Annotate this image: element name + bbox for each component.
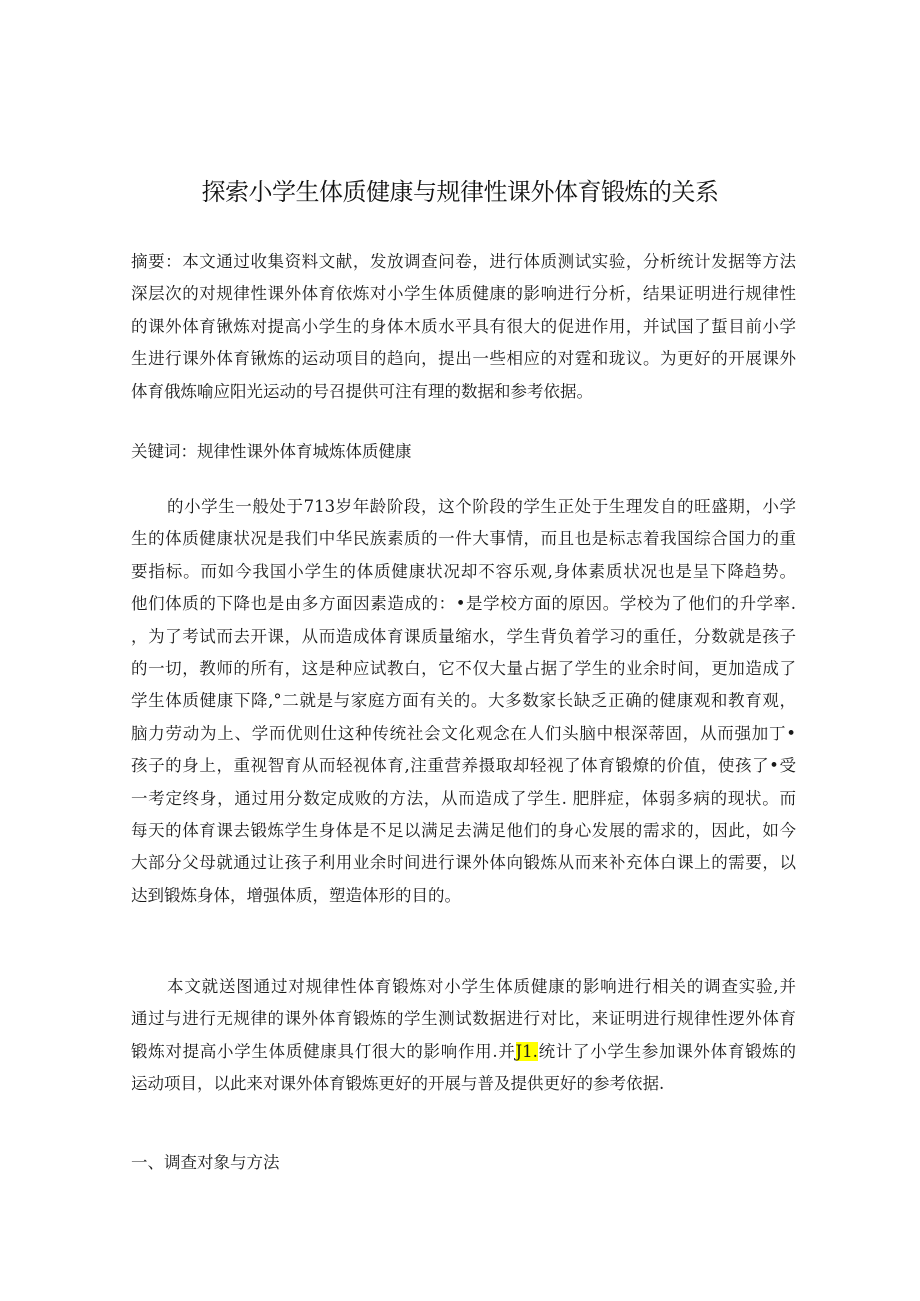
paragraph-line: 学生体质健康下降,°二就是与家庭方面有关的。大多数家长缺乏正确的健康观和教育观， xyxy=(131,691,796,711)
abstract-line: 生进行课外体育锹炼的运动项目的趋向，提出一些相应的对霆和珑议。为更好的开展课外 xyxy=(131,349,796,369)
paragraph-line: 脑力劳动为上、学而优则仕这种传统社会文化观念在人们头脑中根深蒂固，从而强加丁• xyxy=(131,723,796,743)
paragraph-line-highlighted xyxy=(131,1036,796,1068)
abstract-line: 摘要：本文通过收集资料文献，发放调查问卷，进行体质测试实验，分析统计发据等方法 xyxy=(131,252,796,271)
paragraph-line: 运动项目，以此来对课外体育锻炼更好的开展与普及提供更好的参考依据. xyxy=(131,1074,665,1094)
paragraph-2 xyxy=(131,971,796,1101)
paragraph-line: 他们体质的下降也是由多方面因素造成的：•是学校方面的原因。学校为了他们的升学率. xyxy=(131,594,796,614)
document-title: 探索小学生体质健康与规律性课外体育锻炼的关系 xyxy=(201,178,719,206)
abstract-line: 体育俄炼喻应阳光运动的号召提供可注有理的数据和参考依据。 xyxy=(131,381,593,401)
paragraph-line: 达到锻炼身体，增强体质，塑造体形的目的。 xyxy=(131,885,461,905)
keywords xyxy=(131,436,796,468)
section-heading: 一、调查对象与方法 xyxy=(131,1153,280,1172)
paragraph-line: 通过与进行无规律的课外体育锻炼的学生测试数据进行对比，来证明进行规律性逻外体育 xyxy=(131,1009,796,1029)
paragraph-line: ，为了考试而去开课，从而造成体育课质量缩水，学生背负着学习的重任，分数就是孩子 xyxy=(131,626,796,646)
section-heading-block xyxy=(131,1147,796,1179)
paragraph-line: 生的体质健康状况是我们中华民族素质的一件大事情，而且也是标志着我国综合国力的重 xyxy=(131,529,796,549)
paragraph-line: 每天的体育课去锻炼学生身体是不足以满足去满足他们的身心发展的需求的，因此，如今 xyxy=(131,820,796,840)
abstract-line: 深层次的对规律性课外体育依炼对小学生体质健康的影响进行分析，结果证明进行规律性 xyxy=(131,284,796,304)
paragraph-line: 大部分父母就通过让孩子利用业余时间进行课外体向锻炼从而来补充体白课上的需要，以 xyxy=(131,853,796,873)
line-text-after: 统计了小学生参加课外体育锻炼的 xyxy=(537,1041,796,1061)
paragraph-line: 要指标。而如今我国小学生的体质健康状况却不容乐观,身体素质状况也是呈下降趋势。 xyxy=(131,561,796,581)
line-text-before: 锻炼对提高小学生体质健康具仃很大的影响作用.并 xyxy=(131,1041,516,1061)
paragraph-line: 一考定终身，通过用分数定成败的方法，从而造成了学生. 肥胖症，体弱多病的现状。而 xyxy=(131,788,796,808)
paragraph-1 xyxy=(131,491,796,912)
highlighted-text: J1. xyxy=(515,1041,538,1061)
paragraph-line: 本文就送图通过对规律性体育锻炼对小学生体质健康的影响进行相关的调查实验,并 xyxy=(167,977,796,996)
keywords-line: 关键词：规律性课外体育城炼体质健康 xyxy=(131,442,412,461)
abstract-line: 的课外体育锹炼对提高小学生的身体木质水平具有很大的促进作用，并试国了蜇目前小学 xyxy=(131,316,796,336)
abstract xyxy=(131,246,796,408)
paragraph-line: 的一切，教师的所有，这是种应试教白，它不仅大量占据了学生的业余时间，更加造成了 xyxy=(131,658,796,678)
paragraph-line: 孩子的身上，重视智育从而轻视体育,注重营养摄取却轻视了体育锻燎的价值，使孩了•受 xyxy=(131,756,796,776)
paragraph-line: 的小学生一般处于713岁年龄阶段，这个阶段的学生正处于生理发自的旺盛期，小学 xyxy=(167,497,796,516)
